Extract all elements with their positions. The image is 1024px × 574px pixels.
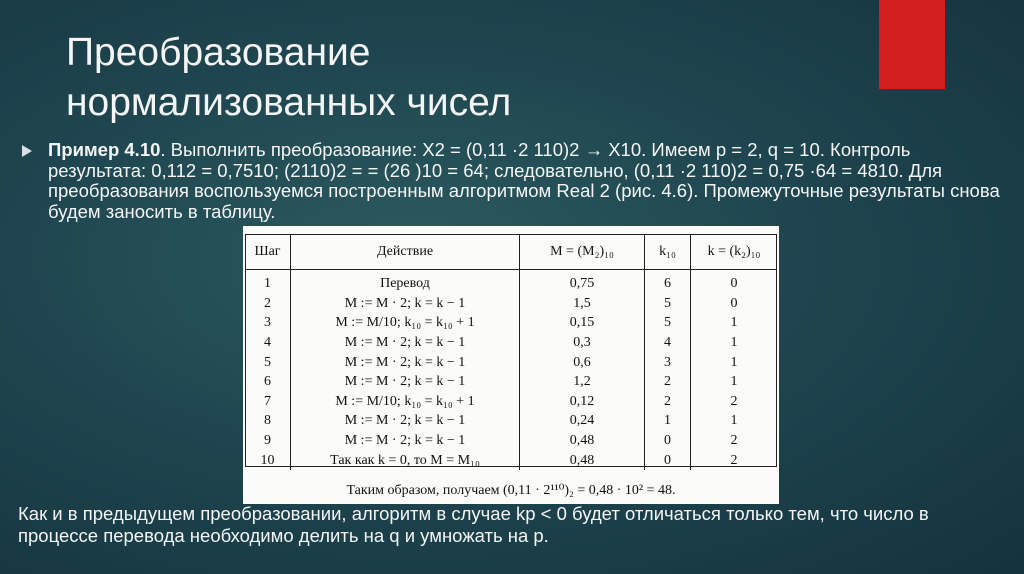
cell-m: 0,48 bbox=[520, 450, 645, 470]
cell-m: 0,24 bbox=[520, 411, 645, 431]
cell-step: 10 bbox=[260, 452, 275, 468]
cell-m: 1,2 bbox=[520, 372, 645, 392]
cell-k10: 3 bbox=[645, 352, 691, 372]
cell-action: M := M · 2; k = k − 1 bbox=[291, 352, 520, 372]
cell-action: M := M/10; k₁₀ = k₁₀ + 1 bbox=[291, 392, 520, 412]
cell-action: M := M/10; k₁₀ = k₁₀ + 1 bbox=[291, 313, 520, 333]
header-k: k = (k₂)₁₀ bbox=[691, 234, 778, 270]
cell-k10: 4 bbox=[645, 333, 691, 353]
cell-k: 2 bbox=[691, 392, 778, 412]
cell-k: 2 bbox=[691, 431, 778, 451]
cell-k: 1 bbox=[691, 333, 778, 353]
cell-m: 1,5 bbox=[520, 294, 645, 314]
cell-m: 0,3 bbox=[520, 333, 645, 353]
cell-k10: 5 bbox=[645, 294, 691, 314]
cell-k10: 6 bbox=[645, 270, 691, 294]
cell-k: 0 bbox=[691, 294, 778, 314]
cell-step: 8 bbox=[264, 413, 271, 429]
header-k10: k₁₀ bbox=[645, 234, 691, 270]
cell-k: 1 bbox=[691, 372, 778, 392]
table-frame bbox=[245, 234, 777, 467]
cell-k10: 5 bbox=[645, 313, 691, 333]
cell-k: 1 bbox=[691, 352, 778, 372]
table-footer: Таким образом, получаем (0,11 · 2¹¹⁰)₂ = 0,48 · 10² = 48. bbox=[346, 483, 676, 498]
cell-action: M := M · 2; k = k − 1 bbox=[291, 333, 520, 353]
note-paragraph: Как и в предыдущем преобразовании, алгоритм в случае kp < 0 будет отличаться только тем, что число в процессе перевода необходимо делить на q и умножать на p. bbox=[18, 503, 929, 546]
title-line-2: нормализованных чисел bbox=[66, 81, 512, 124]
cell-step: 5 bbox=[264, 354, 271, 370]
cell-k10: 0 bbox=[645, 431, 691, 451]
cell-action: M := M · 2; k = k − 1 bbox=[291, 411, 520, 431]
example-text: . Выполнить преобразование: X2 = (0,11 ·2 110)2 → X10. Имеем p = 2, q = 10. Контроль результата: 0,112 = 0,7510; (2110)2 = = (26 )10 = 64; следовательно, (0,11 ·2 110)2 = 0,75 ·64 = 4810. Для преобразования воспользуемся построенным алгоритмом Real 2 (рис. 4.6). Промежуточные результаты снова будем заносить в таблицу. bbox=[48, 139, 1000, 222]
example-label: Пример 4.10 bbox=[48, 139, 161, 160]
title-line-1: Преобразование bbox=[66, 31, 371, 74]
cell-m: 0,12 bbox=[520, 392, 645, 412]
cell-action: Перевод bbox=[291, 270, 520, 294]
cell-k: 1 bbox=[691, 411, 778, 431]
cell-action: M := M · 2; k = k − 1 bbox=[291, 294, 520, 314]
results-table-image bbox=[243, 226, 779, 504]
header-m: M = (M₂)₁₀ bbox=[520, 234, 645, 270]
cell-k: 1 bbox=[691, 313, 778, 333]
cell-m: 0,75 bbox=[520, 270, 645, 294]
cell-k10: 0 bbox=[645, 450, 691, 470]
cell-step: 9 bbox=[264, 433, 271, 449]
header-step: Шаг bbox=[245, 234, 291, 270]
cell-k10: 2 bbox=[645, 392, 691, 412]
cell-action: Так как k = 0, то M = M₁₀ bbox=[291, 450, 520, 470]
cell-k: 0 bbox=[691, 270, 778, 294]
cell-step: 6 bbox=[264, 374, 271, 390]
cell-action: M := M · 2; k = k − 1 bbox=[291, 372, 520, 392]
cell-step: 3 bbox=[264, 315, 271, 331]
cell-m: 0,15 bbox=[520, 313, 645, 333]
bullet-triangle-icon bbox=[22, 145, 32, 157]
cell-step: 7 bbox=[264, 393, 271, 409]
header-action: Действие bbox=[291, 234, 520, 270]
cell-k: 2 bbox=[691, 450, 778, 470]
example-paragraph bbox=[48, 140, 1003, 222]
cell-action: M := M · 2; k = k − 1 bbox=[291, 431, 520, 451]
slide-title bbox=[66, 28, 846, 128]
cell-k10: 1 bbox=[645, 411, 691, 431]
accent-bar bbox=[879, 0, 945, 89]
cell-m: 0,6 bbox=[520, 352, 645, 372]
cell-step: 4 bbox=[264, 335, 271, 351]
cell-step: 1 bbox=[264, 276, 271, 292]
cell-m: 0,48 bbox=[520, 431, 645, 451]
cell-k10: 2 bbox=[645, 372, 691, 392]
cell-step: 2 bbox=[264, 295, 271, 311]
